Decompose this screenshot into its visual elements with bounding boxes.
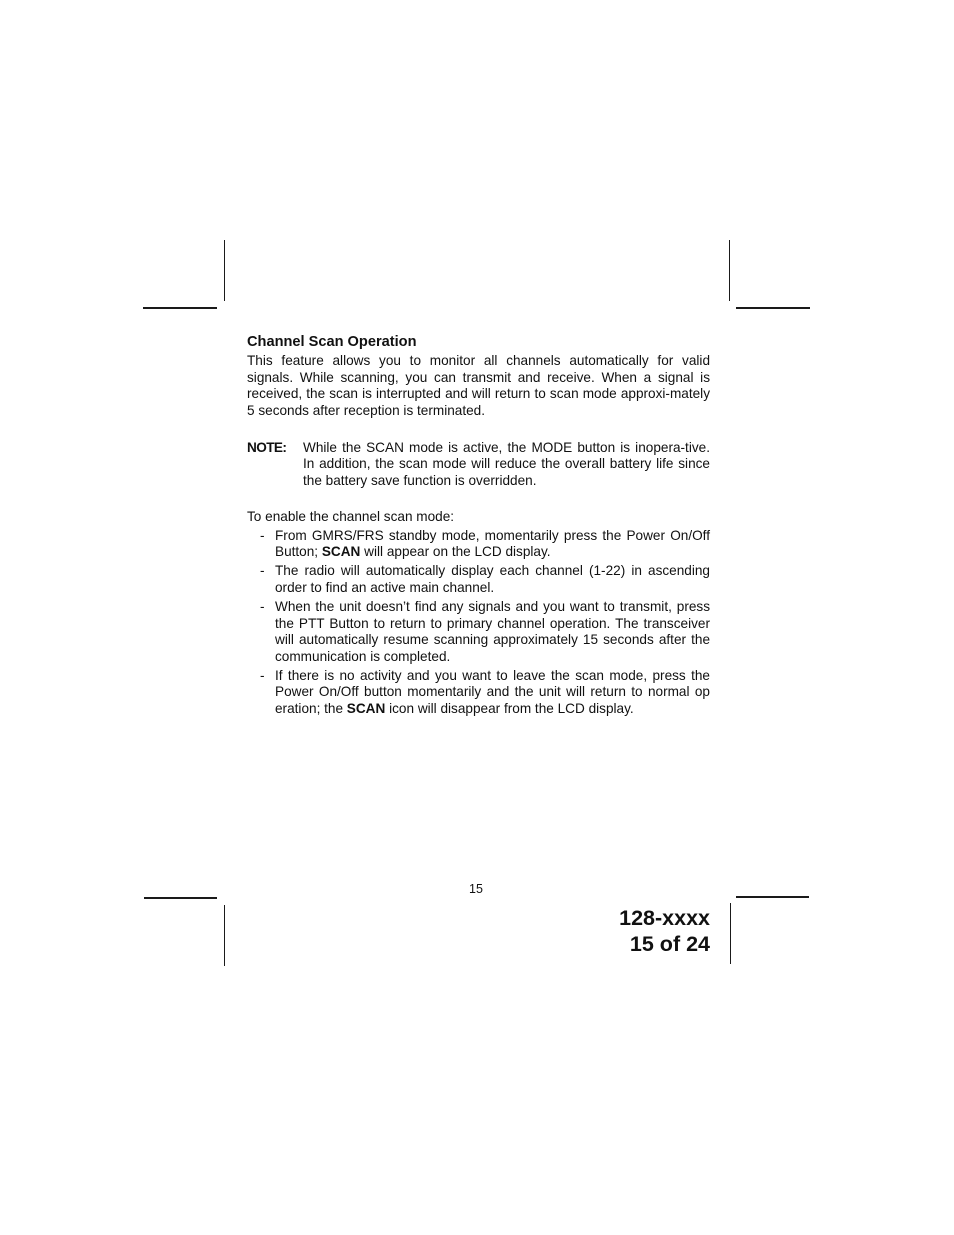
manual-content	[247, 334, 710, 720]
list-item	[247, 668, 710, 717]
list-item	[247, 599, 710, 665]
list-item-text: From GMRS/FRS standby mode, momentarily press the Power On/Off Button;	[275, 527, 710, 560]
crop-mark-top-right-vertical	[729, 240, 730, 301]
crop-mark-top-left-vertical	[224, 240, 225, 301]
list-item-text: The radio will automatically display each channel (1-22) in ascending order to find an active main channel.	[275, 563, 710, 595]
list-bullet: -	[260, 527, 265, 543]
section-title: Channel Scan Operation	[247, 334, 417, 350]
list-item	[247, 563, 710, 596]
scan-keyword: SCAN	[346, 700, 386, 716]
note-block	[247, 440, 710, 489]
crop-mark-top-right-horizontal	[736, 307, 810, 309]
crop-mark-bottom-right-horizontal	[736, 896, 809, 898]
scan-keyword: SCAN	[321, 544, 361, 560]
list-item-text: When the unit doesn’t find any signals and you want to transmit, press the PTT Button to return to primary channel operation. The transceiver will automatically resume scanning approximately 15 seconds after the communication is completed.	[275, 599, 710, 664]
section-intro-paragraph: This feature allows you to monitor all channels automatically for valid signals. While scanning, you can transmit and receive. When a signal is received, the scan is interrupted and will return to scan mode approxi-mately 5 seconds after reception is terminated.	[247, 353, 710, 418]
page-count: 15 of 24	[629, 932, 710, 956]
list-item-text: icon will disappear from the LCD display.	[385, 700, 634, 716]
crop-mark-bottom-left-vertical	[224, 905, 225, 966]
list-item-text: If there is no activity and you want to leave the scan mode, press the Power On/Off button momentarily and the unit will return to normal op eration; the	[275, 667, 710, 716]
note-label: NOTE:	[247, 440, 287, 456]
note-text: While the SCAN mode is active, the MODE button is inopera-tive. In addition, the scan mode will reduce the overall battery life since the battery save function is overridden.	[303, 440, 710, 488]
list-bullet: -	[260, 599, 265, 615]
document-number: 128-xxxx	[619, 906, 710, 930]
document-code	[619, 905, 710, 957]
crop-mark-bottom-left-horizontal	[144, 897, 217, 899]
list-item-text: will appear on the LCD display.	[360, 544, 551, 560]
list-item	[247, 528, 710, 561]
crop-mark-top-left-horizontal	[143, 307, 217, 309]
crop-mark-bottom-right-vertical	[730, 903, 731, 964]
page-number: 15	[469, 882, 483, 896]
steps-intro: To enable the channel scan mode:	[247, 509, 455, 525]
list-bullet: -	[260, 563, 265, 579]
list-bullet: -	[260, 667, 265, 683]
steps-list	[247, 528, 710, 717]
